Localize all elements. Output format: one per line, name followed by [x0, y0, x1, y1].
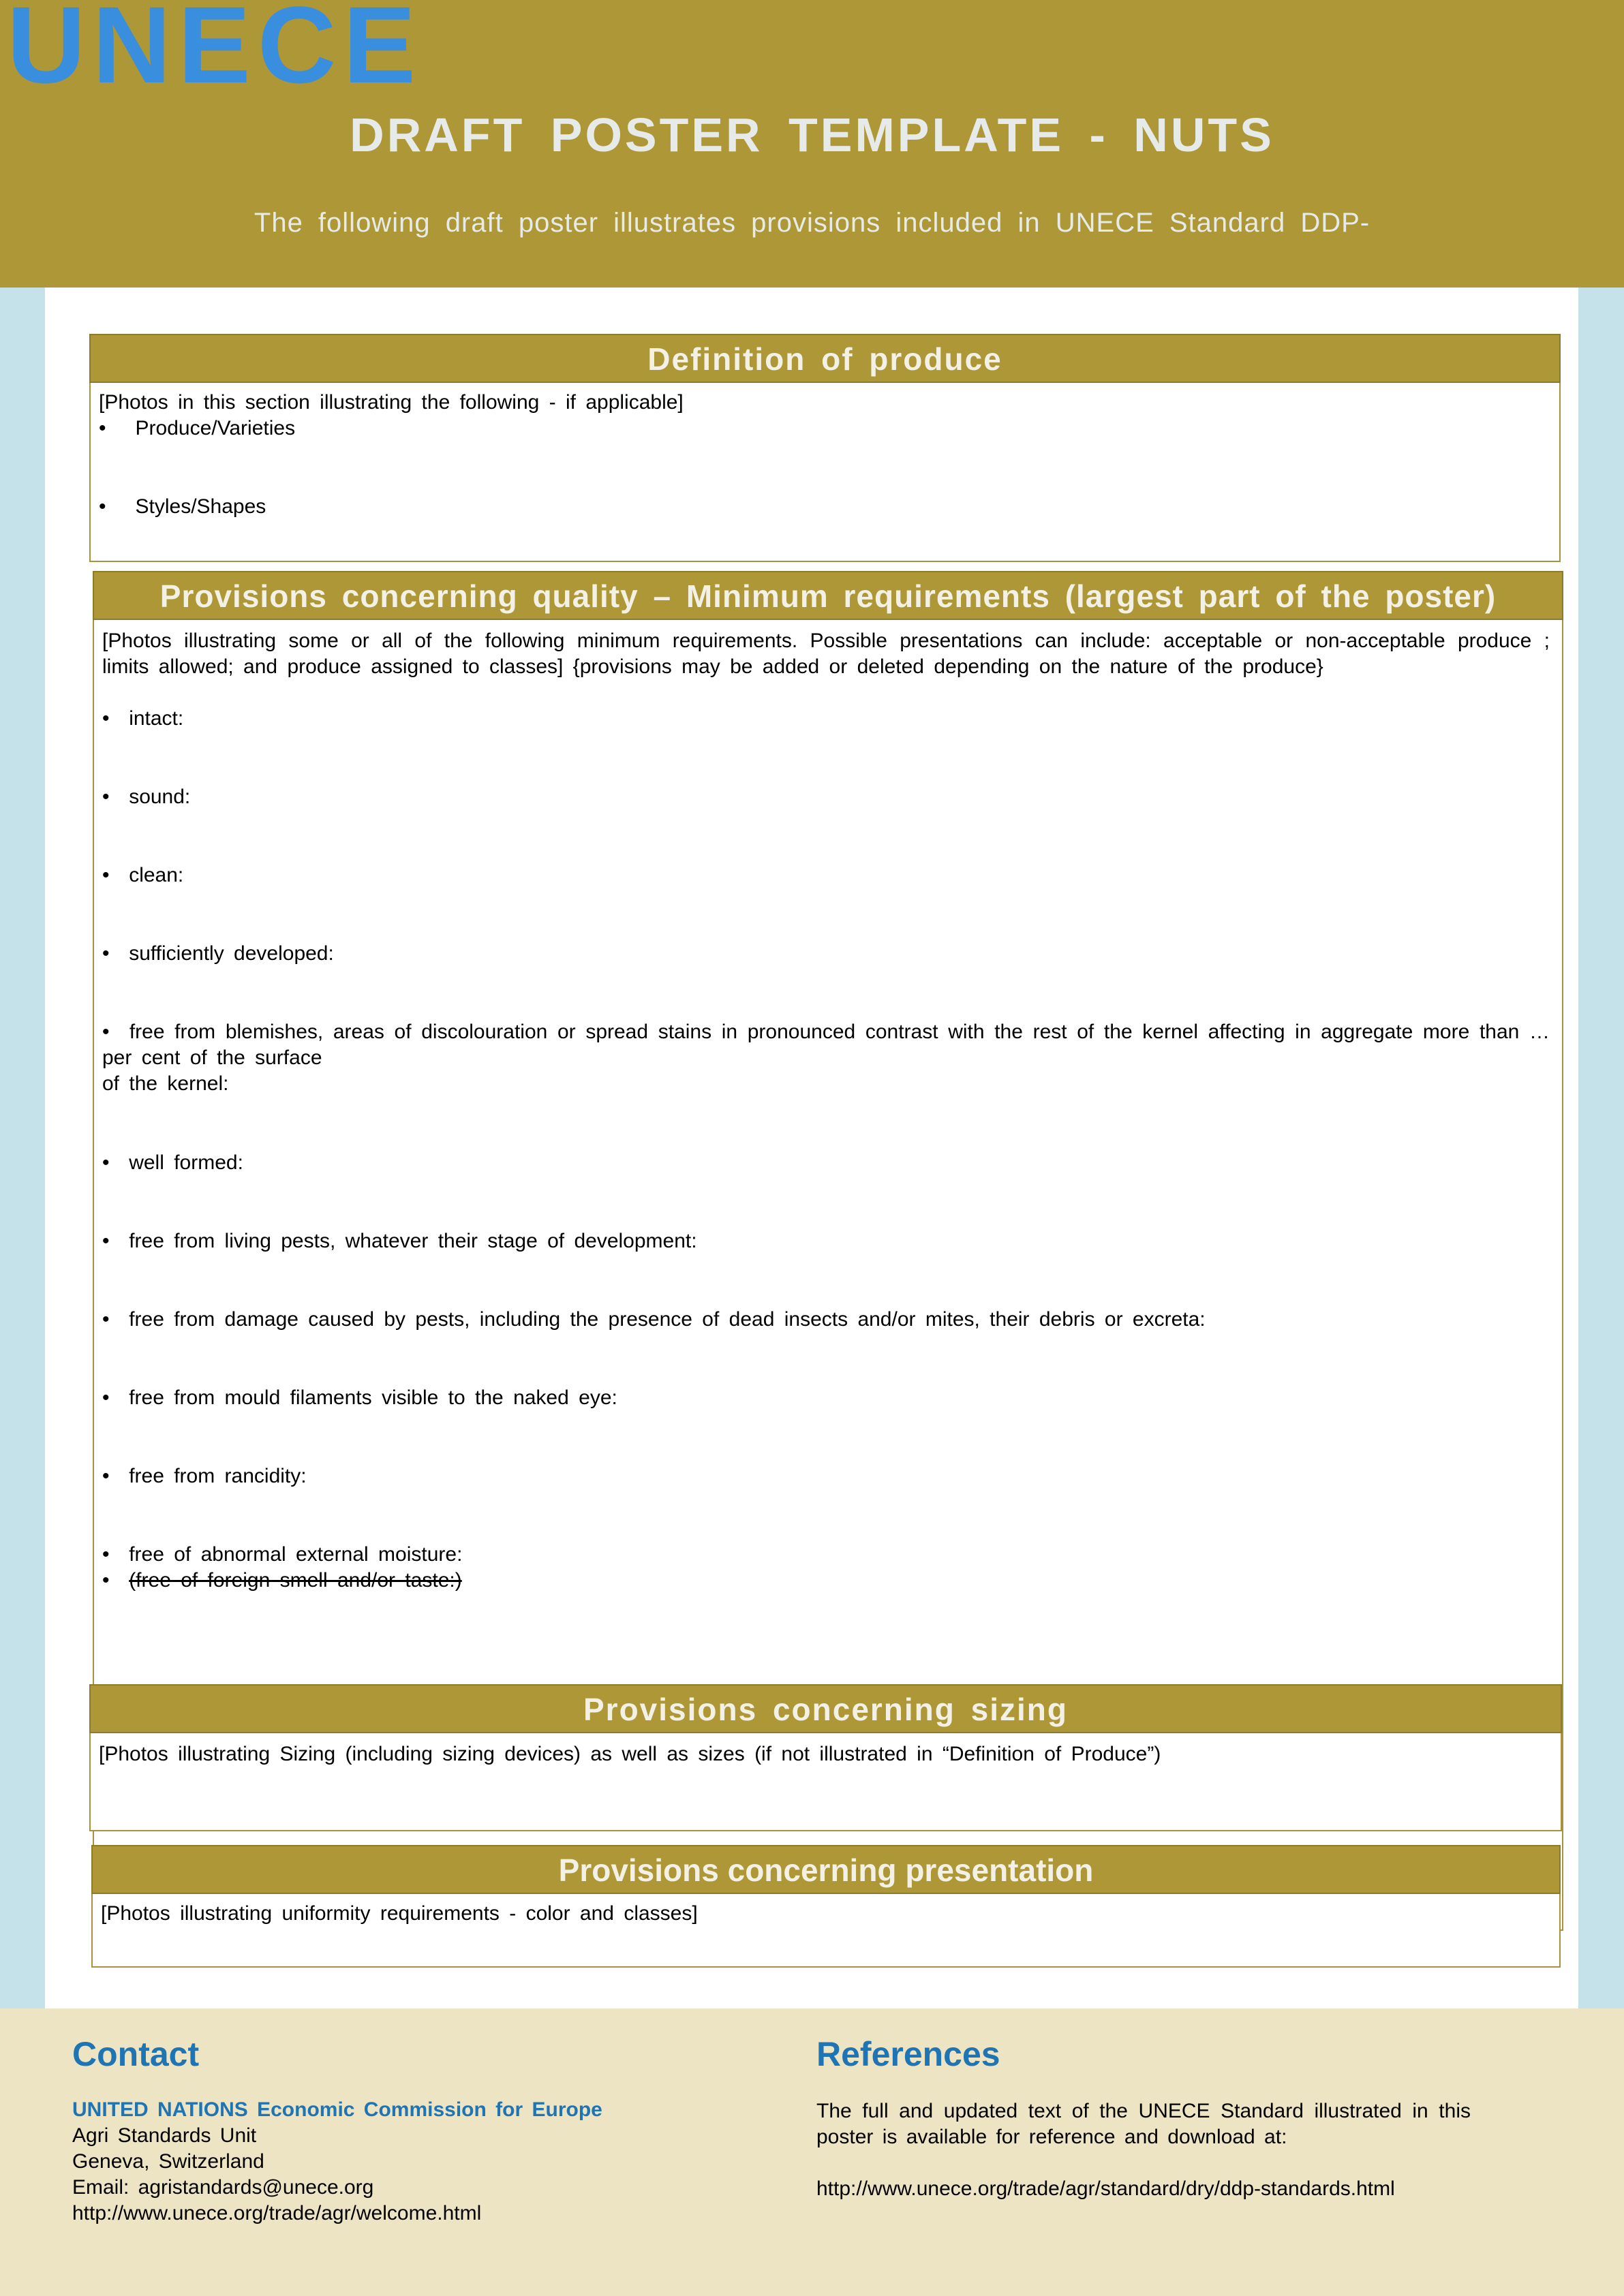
requirement-item: • free from blemishes, areas of discolouration or spread stains in pronounced contrast with the rest of the kernel affecting in aggregate more than … per cent of the surface of the kernel:	[102, 1019, 1550, 1097]
requirement-item: • free from rancidity:	[102, 1465, 307, 1487]
contact-block	[72, 2097, 602, 2227]
references-block	[816, 2098, 1471, 2202]
presentation-intro: [Photos illustrating uniformity requirements - color and classes]	[101, 1902, 698, 1925]
sizing-intro: [Photos illustrating Sizing (including sizing devices) as well as sizes (if not illustrated in “Definition of Produce”)	[99, 1743, 1161, 1765]
requirement-item: • free from living pests, whatever their stage of development:	[102, 1230, 697, 1252]
contact-org: UNITED NATIONS Economic Commission for Europe	[72, 2098, 602, 2121]
definition-intro: [Photos in this section illustrating the following - if applicable]	[99, 391, 684, 414]
quality-heading: Provisions concerning quality – Minimum requirements (largest part of the poster)	[93, 571, 1563, 620]
presentation-box	[91, 1845, 1561, 1968]
poster-subtitle: The following draft poster illustrates provisions included in UNECE Standard DDP-	[254, 208, 1370, 238]
definition-item: • Styles/Shapes	[99, 495, 266, 518]
poster-footer	[0, 2008, 1624, 2296]
poster-header	[0, 0, 1624, 288]
contact-line: Agri Standards Unit	[72, 2124, 257, 2147]
contact-url[interactable]: http://www.unece.org/trade/agr/welcome.html	[72, 2202, 482, 2224]
sizing-body	[99, 1741, 1548, 1767]
poster-title: DRAFT POSTER TEMPLATE - NUTS	[350, 108, 1274, 161]
requirement-item: • free from mould filaments visible to the naked eye:	[102, 1386, 617, 1409]
presentation-heading: Provisions concerning presentation	[91, 1845, 1561, 1894]
requirement-item: • intact:	[102, 707, 184, 730]
definition-body	[99, 390, 1547, 520]
requirement-item-struck: • (free of foreign smell and/or taste:)	[102, 1569, 462, 1592]
references-heading: References	[816, 2035, 1000, 2073]
requirement-item: • free from damage caused by pests, including the presence of dead insects and/or mites, their debris or excreta:	[102, 1308, 1206, 1331]
contact-email[interactable]: Email: agristandards@unece.org	[72, 2176, 374, 2199]
unece-logo: UNECE	[7, 0, 423, 106]
requirement-item: • free of abnormal external moisture:	[102, 1543, 463, 1566]
requirement-item: • clean:	[102, 864, 184, 886]
requirement-item: • well formed:	[102, 1151, 243, 1174]
sizing-box	[89, 1684, 1562, 1831]
contact-heading: Contact	[72, 2035, 200, 2073]
references-url[interactable]: http://www.unece.org/trade/agr/standard/dry/ddp-standards.html	[816, 2177, 1395, 2200]
definition-heading: Definition of produce	[89, 334, 1561, 383]
quality-intro: [Photos illustrating some or all of the following minimum requirements. Possible presentations can include: acceptable or non-acceptable produce ; limits allowed; and produce assigned to classes] {provisions may be added or deleted depending on the nature of the produce}	[102, 630, 1550, 678]
requirement-item: • sufficiently developed:	[102, 942, 334, 965]
sizing-heading: Provisions concerning sizing	[89, 1684, 1562, 1733]
references-text: The full and updated text of the UNECE Standard illustrated in this poster is available for reference and download at:	[816, 2100, 1471, 2148]
presentation-body	[101, 1901, 1547, 1927]
requirement-item: • sound:	[102, 786, 191, 808]
contact-line: Geneva, Switzerland	[72, 2150, 264, 2173]
definition-section	[89, 334, 1561, 562]
definition-item: • Produce/Varieties	[99, 417, 296, 439]
requirement-item-continuation: of the kernel:	[102, 1072, 229, 1095]
